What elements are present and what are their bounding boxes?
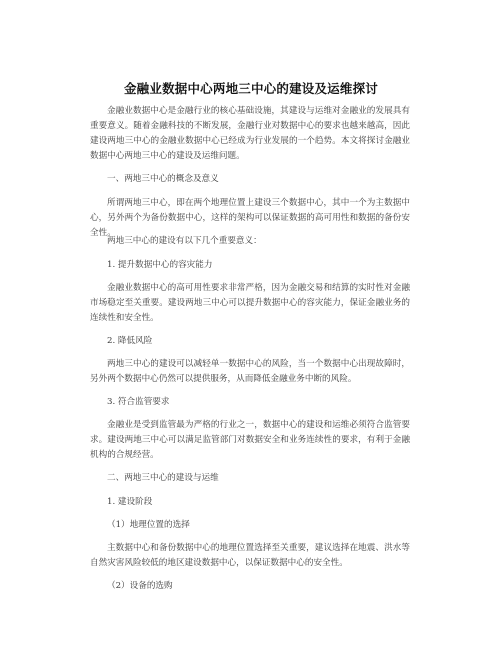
point-text-2: 两地三中心的建设可以减轻单一数据中心的风险，当一个数据中心出现故障时，另外两个数据中心仍然可以提供服务，从而降低金融业务中断的风险。	[90, 359, 410, 384]
point-heading-2: 2. 降低风险	[107, 336, 153, 346]
point-text-3: 金融业是受到监管最为严格的行业之一，数据中心的建设和运维必须符合监管要求。建设两地三中心可以满足监管部门对数据安全和业务连续性的要求，有利于金融机构的合规经营。	[90, 420, 410, 460]
point-heading-1: 1. 提升数据中心的容灾能力	[107, 260, 213, 270]
document-title: 金融业数据中心两地三中心的建设及运维探讨	[123, 81, 378, 96]
section1-paragraph-2: 两地三中心的建设有以下几个重要意义：	[107, 236, 262, 246]
stage-heading-1: 1. 建设阶段	[107, 497, 153, 507]
section-heading-1: 一、两地三中心的概念及意义	[107, 174, 219, 184]
section-heading-2: 二、两地三中心的建设与运维	[107, 473, 219, 483]
point-text-1: 金融业数据中心的高可用性要求非常严格，因为金融交易和结算的实时性对金融市场稳定至关重要。建设两地三中心可以提升数据中心的容灾能力，保证金融业务的连续性和安全性。	[90, 283, 410, 323]
sub-heading-2: （2）设备的选购	[107, 581, 173, 591]
section1-paragraph-1: 所谓两地三中心，即在两个地理位置上建设三个数据中心，其中一个为主数据中心，另外两个为备份数据中心，这样的架构可以保证数据的高可用性和数据的备份安全性。	[90, 198, 410, 238]
sub-heading-1: （1）地理位置的选择	[107, 520, 190, 530]
sub-text-1: 主数据中心和备份数据中心的地理位置选择至关重要，建议选择在地震、洪水等自然灾害风险较低的地区建设数据中心，以保证数据中心的安全性。	[90, 543, 410, 568]
point-heading-3: 3. 符合监管要求	[107, 397, 170, 407]
intro-paragraph: 金融业数据中心是金融行业的核心基础设施，其建设与运维对金融业的发展具有重要意义。随着金融科技的不断发展，金融行业对数据中心的要求也越来越高，因此建设两地三中心的金融业数据中心已经成为行业发展的一个趋势。本文将探讨金融业数据中心两地三中心的建设及运维问题。	[90, 106, 410, 161]
